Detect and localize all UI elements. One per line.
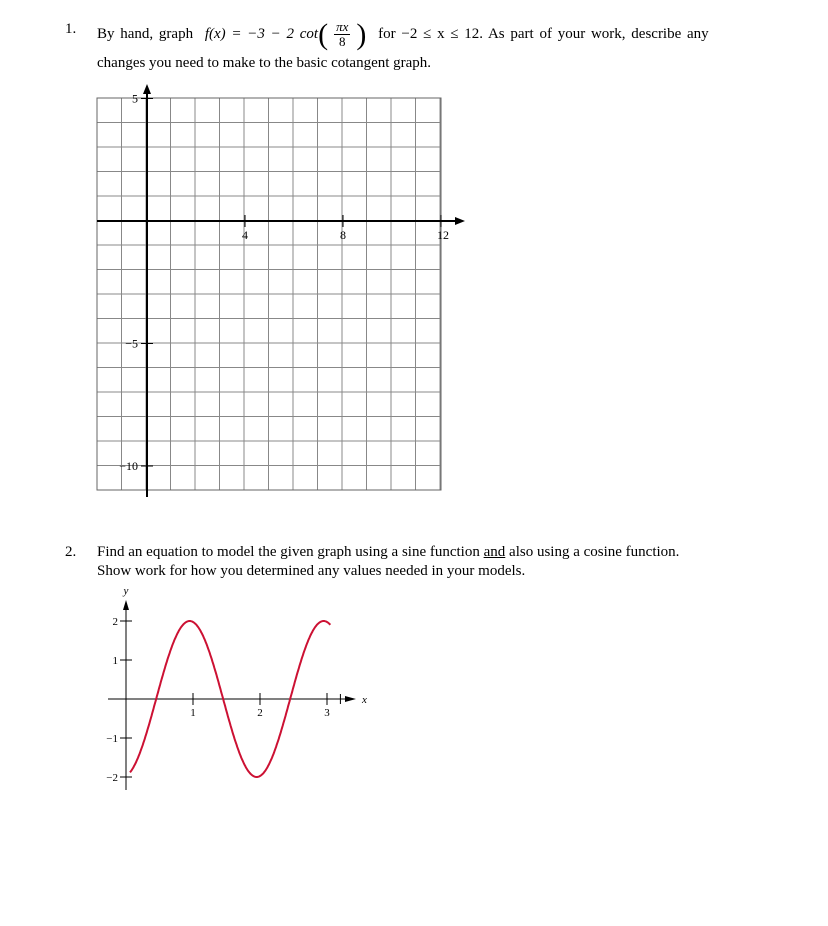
problem-1-line-2: changes you need to make to the basic cotangent graph.	[97, 55, 432, 71]
fraction-numerator: πx	[336, 19, 349, 34]
problem-1-statement: By hand, graph f(x) = −3 − 2 cot( $\frac{\pi x}{8}$ ) for −2 ≤ x ≤ 12. As part of your work, describe any	[97, 18, 709, 51]
x-tick-label: 8	[340, 228, 346, 242]
tick-labels	[119, 92, 449, 474]
x-tick-label: 4	[242, 228, 248, 242]
problem-2-text-a: Find an equation to model the given graph using a sine function	[97, 544, 484, 560]
y-axis-arrow	[143, 84, 151, 94]
tick-labels	[106, 585, 367, 784]
x-tick-label: 1	[190, 707, 196, 719]
x-tick-label: 2	[257, 707, 263, 719]
x-axis-arrow	[455, 217, 465, 225]
problem-1-text-after: for −2 ≤ x ≤ 12. As part of your work, describe any	[378, 25, 709, 42]
y-tick-label: −1	[106, 733, 118, 745]
underlined-and: and	[483, 544, 506, 560]
y-tick-label: −10	[119, 459, 138, 473]
x-tick-label: 12	[437, 228, 449, 242]
axes	[97, 84, 465, 497]
problem-2	[0, 540, 828, 585]
y-axis-label: y	[123, 585, 129, 597]
x-axis-label: x	[362, 694, 367, 706]
problem-2-line-1	[97, 543, 679, 562]
y-tick-label: 5	[132, 91, 138, 106]
problem-2-text-b: also using a cosine function.	[505, 544, 680, 560]
problem-2-number: 2.	[65, 544, 77, 560]
grid-lines	[97, 98, 441, 490]
axes	[108, 600, 356, 790]
problem-1-number: 1.	[65, 21, 77, 37]
y-axis-arrow	[123, 600, 129, 610]
x-axis-arrow	[345, 696, 356, 702]
y-tick-label: 1	[112, 655, 118, 667]
y-tick-label: −5	[125, 336, 138, 351]
x-tick-label: 3	[324, 707, 330, 719]
problem-2-line-2: Show work for how you determined any values needed in your models.	[97, 563, 526, 579]
y-tick-label: −2	[106, 772, 118, 784]
function-lhs: f(x) = −3 − 2 cot	[204, 25, 319, 42]
fraction-denominator: 8	[338, 34, 346, 49]
cotangent-grid-chart	[0, 80, 828, 500]
problem-1-text-before: By hand, graph	[97, 25, 194, 42]
problem-1	[0, 0, 828, 80]
y-tick-label: 2	[112, 616, 118, 628]
function-fraction	[334, 20, 350, 49]
sine-graph-chart	[0, 580, 828, 800]
